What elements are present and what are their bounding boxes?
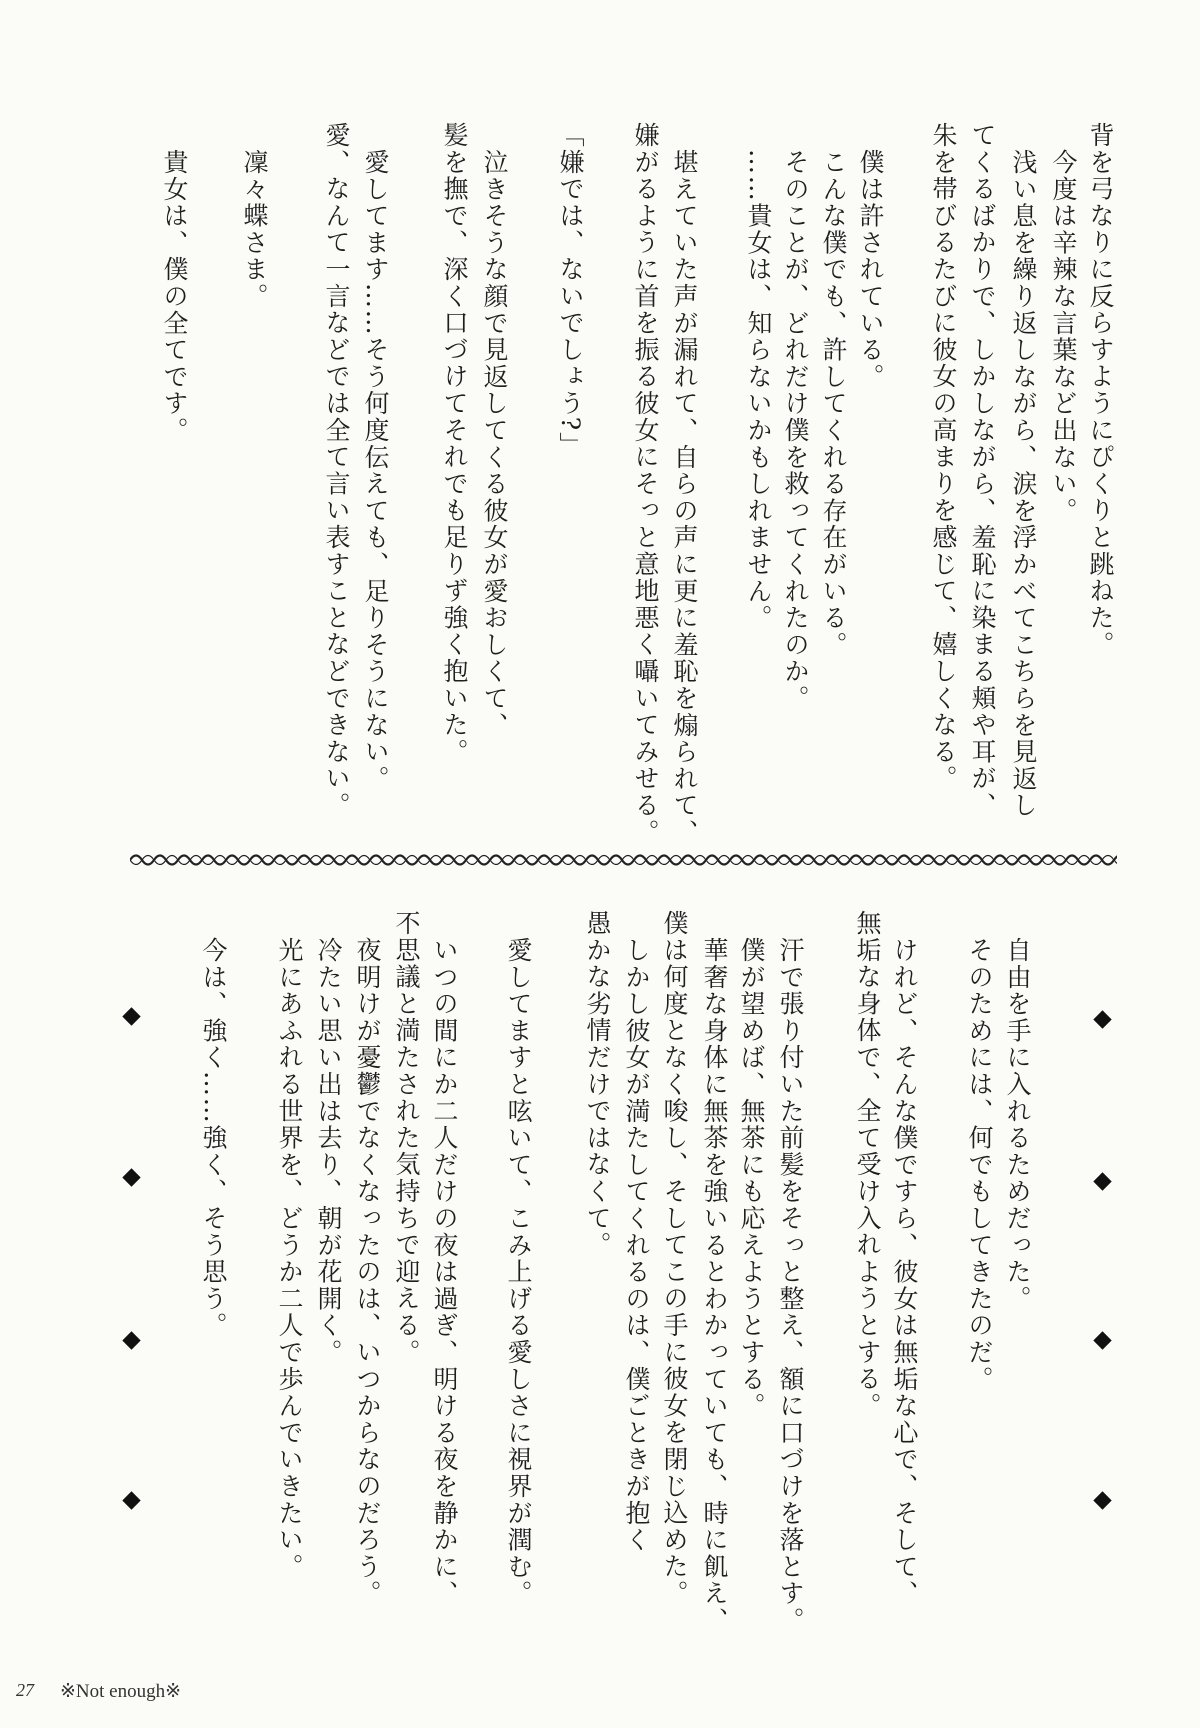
dialogue-column: 「嫌では、ないでしょう?」 (556, 122, 585, 459)
diamond-icon (1093, 1331, 1111, 1349)
text-column: 愚かな劣情だけではなくて。 (583, 910, 612, 1259)
text-column: 夜明けが憂鬱でなくなったのは、いつからなのだろう。 (353, 936, 382, 1607)
text-column: 凜々蝶さま。 (240, 148, 269, 310)
text-column: しかし彼女が満たしてくれるのは、僕ごときが抱く (622, 936, 651, 1554)
text-column: 光にあふれる世界を、どうか二人で歩んでいきたい。 (275, 936, 304, 1580)
diamond-icon (1093, 1491, 1111, 1509)
text-column: 髪を撫で、深く口づけてそれでも足りず強く抱いた。 (440, 122, 469, 766)
wavy-chain-divider-icon (130, 852, 1117, 868)
text-column: 無垢な身体で、全て受け入れようとする。 (853, 910, 882, 1420)
text-column: 華奢な身体に無茶を強いるとわかっていても、時に飢え、 (700, 936, 729, 1634)
text-column: ……貴女は、知らないかもしれません。 (744, 148, 773, 632)
text-column: 愛してます……そう何度伝えても、足りそうにない。 (361, 148, 390, 792)
page-number: 27 (16, 1680, 34, 1700)
text-column: 自由を手に入れるためだった。 (1003, 936, 1032, 1312)
text-column: 今度は辛辣な言葉など出ない。 (1049, 148, 1078, 524)
diamond-icon (122, 1491, 140, 1509)
diamond-icon (1093, 1010, 1111, 1028)
text-column: 嫌がるように首を振る彼女にそっと意地悪く囁いてみせる。 (631, 122, 660, 846)
text-column: 不思議と満たされた気持ちで迎える。 (392, 910, 421, 1366)
text-column: 愛してますと呟いて、こみ上げる愛しさに視界が潤む。 (504, 936, 533, 1607)
text-column: 堪えていた声が漏れて、自らの声に更に羞恥を煽られて、 (670, 148, 699, 846)
text-column: 貴女は、僕の全てです。 (160, 148, 189, 444)
text-column: けれど、そんな僕ですら、彼女は無垢な心で、そして、 (890, 936, 919, 1607)
text-column: 僕は許されている。 (856, 148, 885, 390)
running-title: ※Not enough※ (60, 1681, 182, 1702)
text-column: 浅い息を繰り返しながら、涙を浮かべてこちらを見返し (1009, 148, 1038, 819)
text-column: こんな僕でも、許してくれる存在がいる。 (819, 148, 848, 658)
text-column: 汗で張り付いた前髪をそっと整え、額に口づけを落とす。 (776, 936, 805, 1634)
text-column: 僕は何度となく唆し、そしてこの手に彼女を閉じ込めた。 (660, 910, 689, 1607)
text-column: そのことが、どれだけ僕を救ってくれたのか。 (781, 148, 810, 712)
text-column: てくるばかりで、しかしながら、羞恥に染まる頬や耳が、 (968, 122, 997, 819)
diamond-icon (122, 1168, 140, 1186)
text-column: 愛、なんて一言などでは全て言い表すことなどできない。 (322, 122, 351, 819)
text-column: いつの間にか二人だけの夜は過ぎ、明ける夜を静かに、 (430, 936, 459, 1607)
text-column: 泣きそうな顔で見返してくる彼女が愛おしくて、 (480, 148, 509, 739)
text-column: 今は、強く……強く、そう思う。 (199, 936, 228, 1339)
text-column: 朱を帯びるたびに彼女の高まりを感じて、嬉しくなる。 (929, 122, 958, 792)
diamond-icon (1093, 1172, 1111, 1190)
diamond-icon (122, 1007, 140, 1025)
text-column: 僕が望めば、無茶にも応えようとする。 (737, 936, 766, 1420)
diamond-icon (122, 1331, 140, 1349)
text-column: そのためには、何でもしてきたのだ。 (965, 936, 994, 1393)
text-column: 背を弓なりに反らすようにぴくりと跳ねた。 (1086, 122, 1115, 658)
text-column: 冷たい思い出は去り、朝が花開く。 (314, 936, 343, 1366)
